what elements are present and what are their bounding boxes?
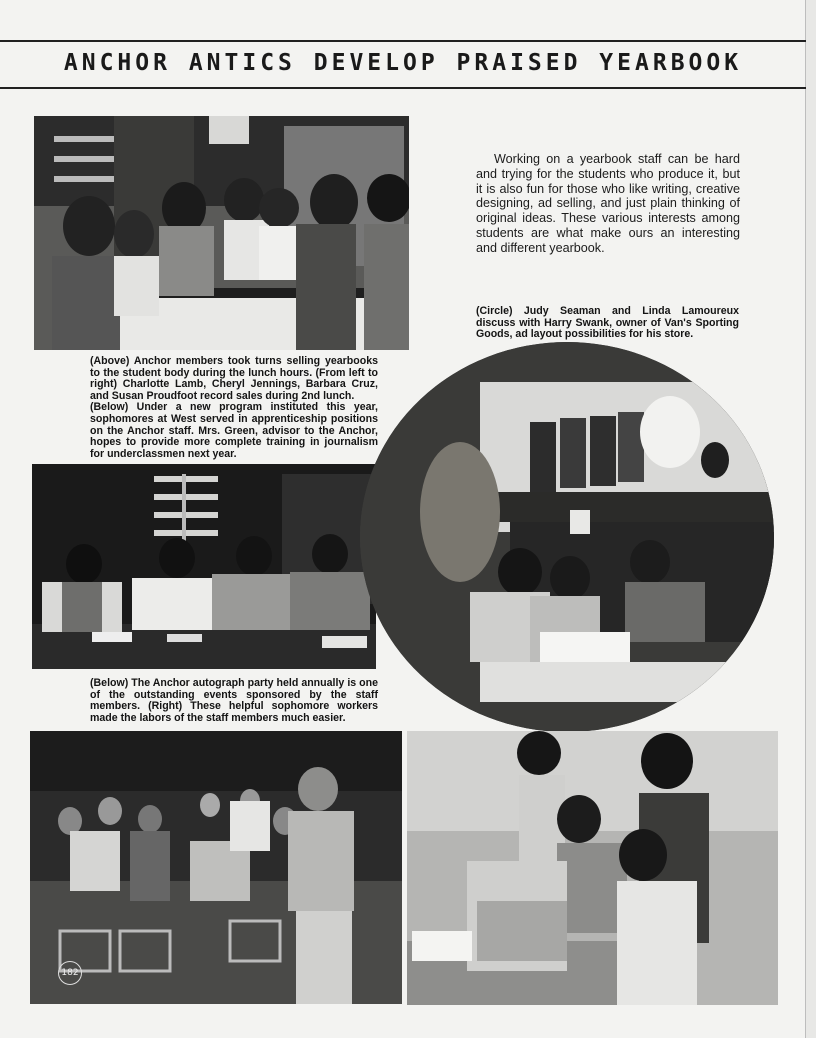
caption-circle <box>476 306 739 341</box>
caption-above-text: (Above) Anchor members took turns selling yearbooks to the student body during the lunch hours. (From left to right) Charlotte Lamb, Cheryl Jennings, Barbara Cruz, and Susan Proudfoot record sales during 2nd lunch. <box>90 355 378 402</box>
photo-sophomore-workers <box>407 731 778 1005</box>
caption-above <box>90 356 378 460</box>
title-rule <box>0 87 806 89</box>
page-title: ANCHOR ANTICS DEVELOP PRAISED YEARBOOK <box>63 50 743 76</box>
top-rule <box>0 40 806 42</box>
caption-circle-text: (Circle) Judy Seaman and Linda Lamoureux discuss with Harry Swank, owner of Van's Sporting Goods, ad layout possibilities for his store. <box>476 305 739 341</box>
photo-autograph-party <box>30 731 402 1004</box>
caption-below-autograph <box>90 678 378 724</box>
page-number: 182 <box>58 961 82 985</box>
photo-yearbook-sales <box>34 116 409 350</box>
photo-sophomores <box>32 464 376 669</box>
page-edge <box>805 0 816 1038</box>
photo-circle-sporting-goods <box>360 342 774 732</box>
caption-below-autograph-text: (Below) The Anchor autograph party held annually is one of the outstanding events sponsored by the staff members. (Right) These helpful sophomore workers made the labors of the staff members much easier. <box>90 677 378 724</box>
caption-below-program-text: (Below) Under a new program instituted this year, sophomores at West served in apprenticeship positions on the Anchor staff. Mrs. Green, advisor to the Anchor, hopes to provide more complete training in journalism for underclassmen next year. <box>90 401 378 460</box>
intro-text: Working on a yearbook staff can be hard and trying for the students who produce it, but it is also fun for those who like writing, creative designing, ad selling, and just plain thinking of original ideas. These various interests among students are what make ours an interesting and different yearbook. <box>476 152 740 255</box>
